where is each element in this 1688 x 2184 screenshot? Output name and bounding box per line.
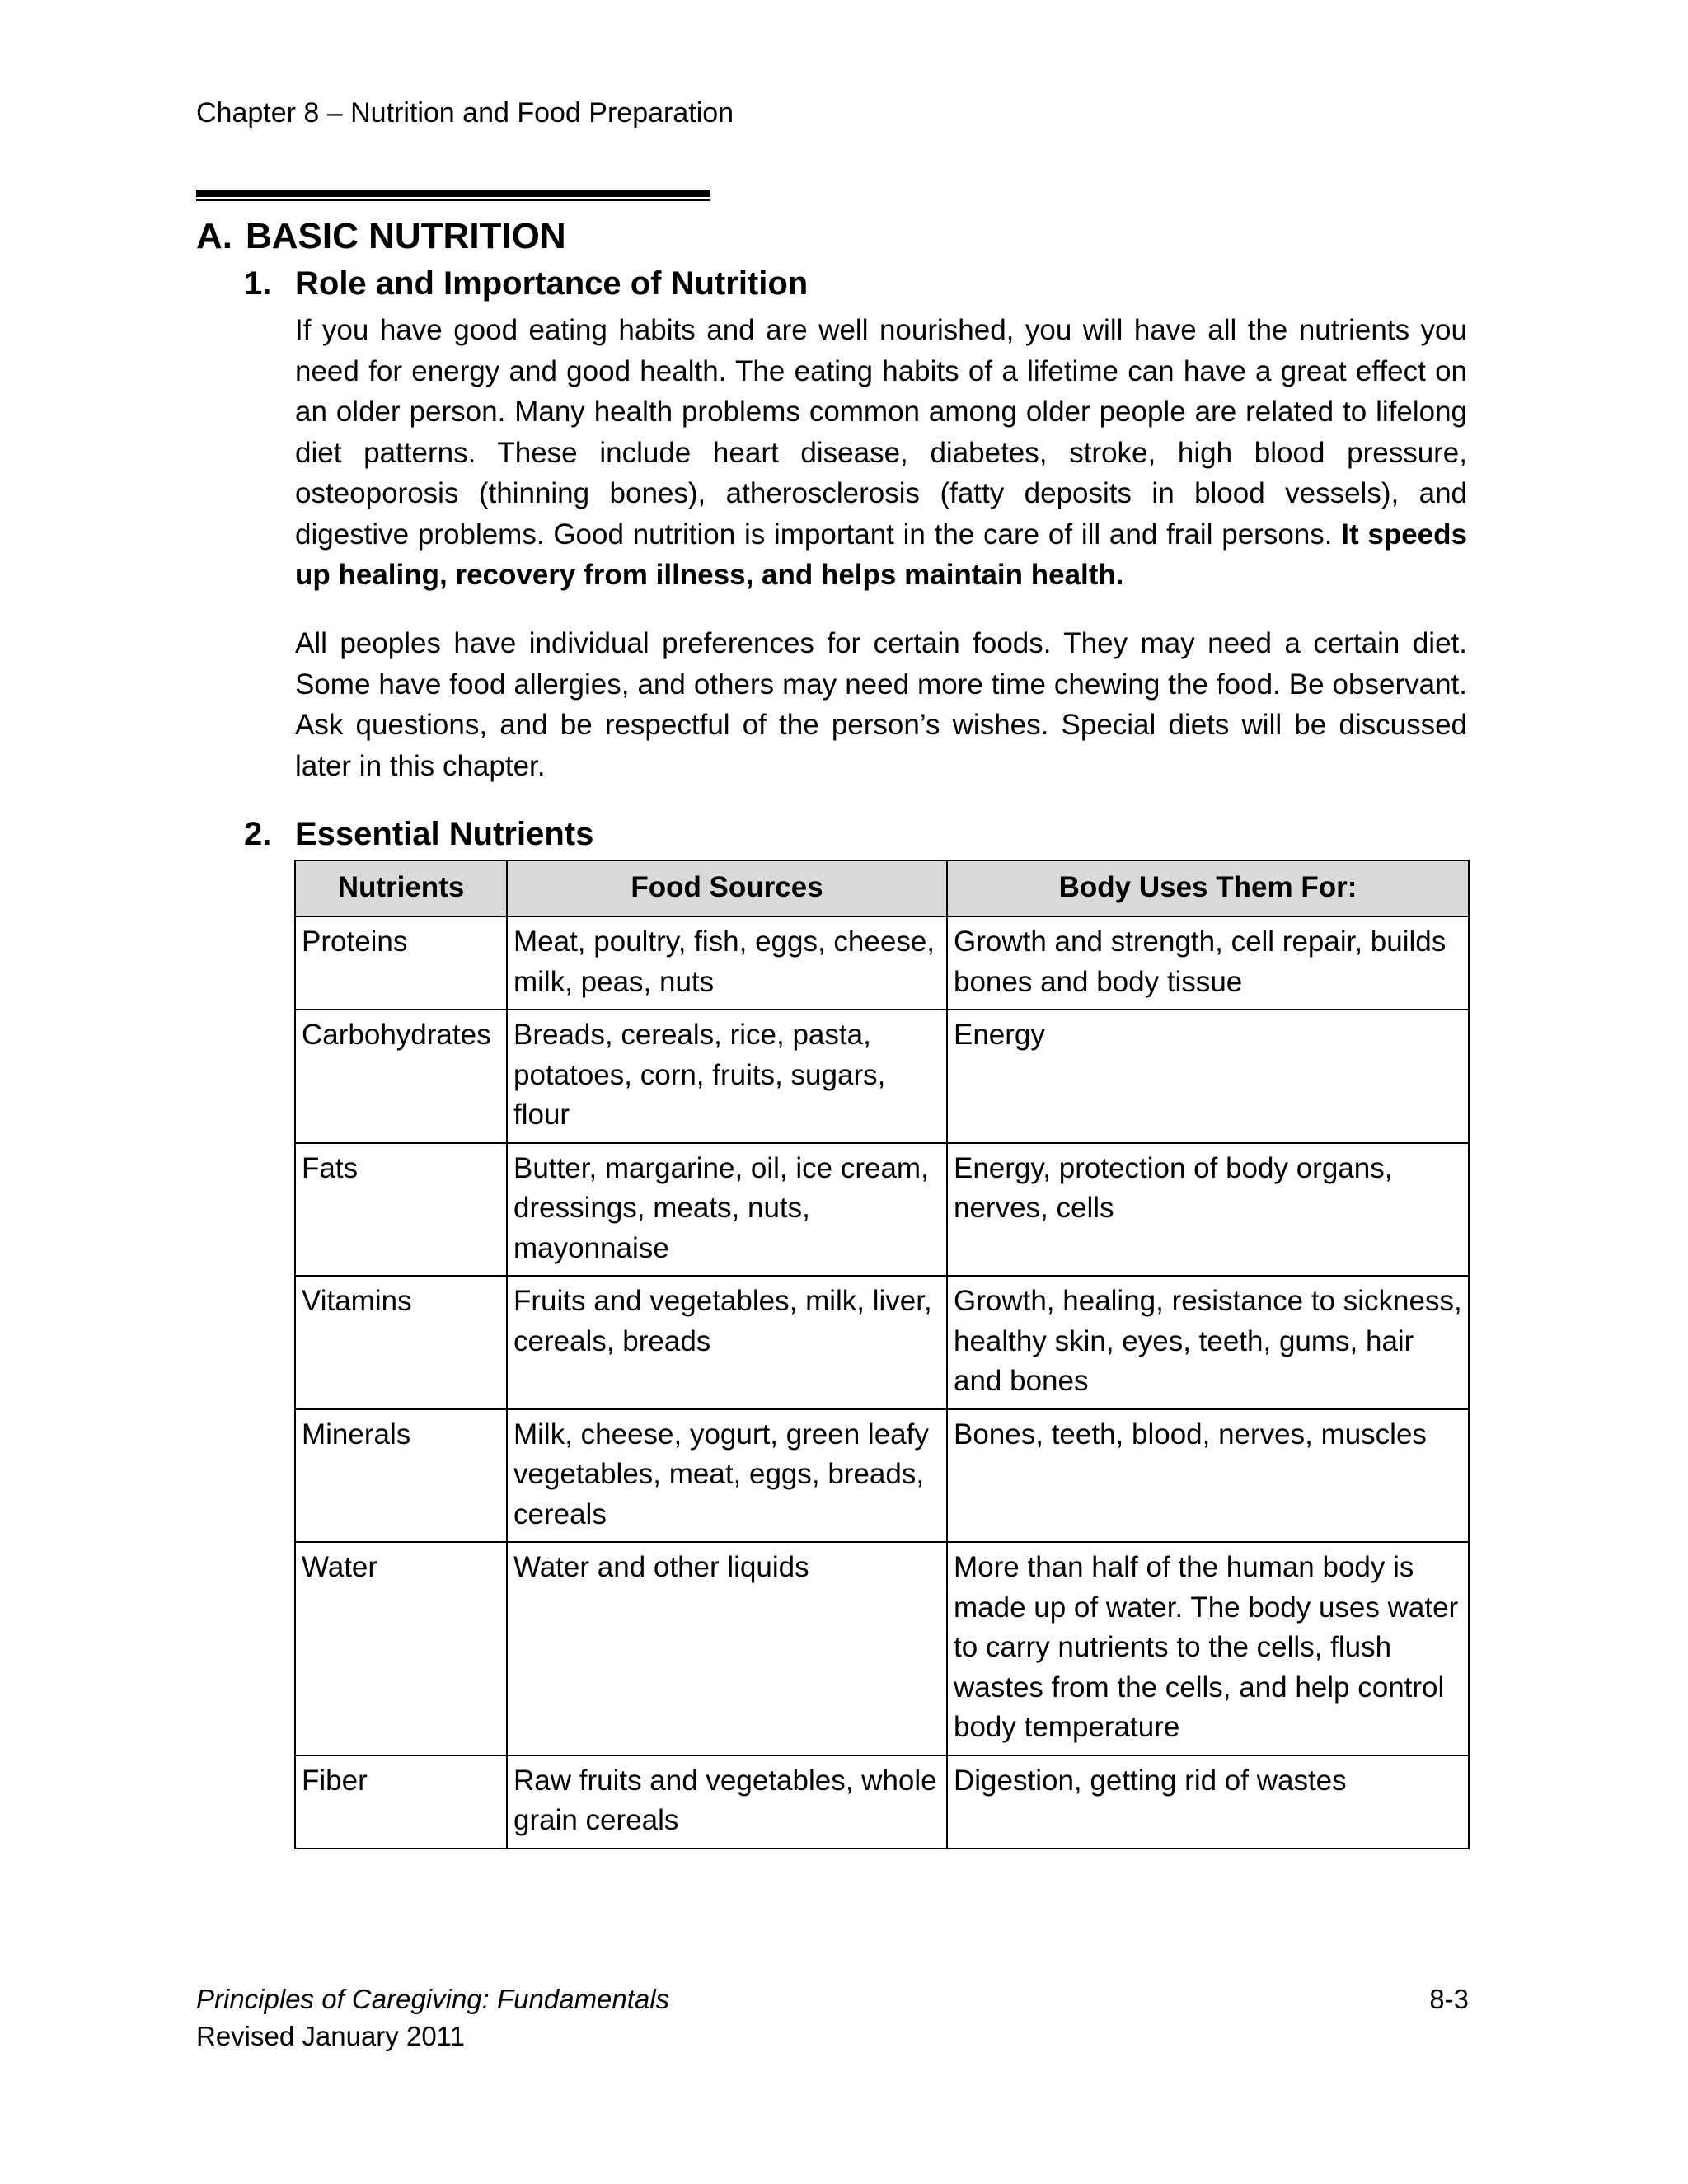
- subsection-title: Role and Importance of Nutrition: [295, 265, 809, 302]
- header-rule: [196, 190, 710, 201]
- section-title: BASIC NUTRITION: [246, 216, 566, 256]
- table-row: [295, 1409, 1469, 1543]
- footer-revision-date: Revised January 2011: [196, 2021, 465, 2051]
- subsection-title: Essential Nutrients: [295, 816, 594, 852]
- sources-cell: Breads, cereals, rice, pasta, potatoes, corn, fruits, sugars, flour: [507, 1010, 947, 1143]
- uses-cell: Energy: [947, 1010, 1469, 1143]
- table-row: [295, 1010, 1469, 1143]
- column-header-food-sources: Food Sources: [507, 860, 947, 916]
- section-heading: [196, 216, 566, 257]
- table-row: [295, 916, 1469, 1010]
- nutrient-cell: Vitamins: [295, 1276, 507, 1409]
- footer-book-title: Principles of Caregiving: Fundamentals: [196, 1984, 670, 2014]
- role-paragraph: [295, 310, 1467, 596]
- subsection-number: 2.: [244, 816, 272, 852]
- nutrient-cell: Carbohydrates: [295, 1010, 507, 1143]
- nutrient-cell: Water: [295, 1542, 507, 1755]
- sources-cell: Butter, margarine, oil, ice cream, dressings, meats, nuts, mayonnaise: [507, 1143, 947, 1277]
- table-row: [295, 1542, 1469, 1755]
- table-row: [295, 1143, 1469, 1277]
- running-header: Chapter 8 – Nutrition and Food Preparation: [196, 97, 734, 129]
- column-header-nutrients: Nutrients: [295, 860, 507, 916]
- uses-cell: Bones, teeth, blood, nerves, muscles: [947, 1409, 1469, 1543]
- role-paragraph-emphasis: It speeds up healing, recovery from illness, and helps maintain health.: [295, 518, 1467, 591]
- uses-cell: Energy, protection of body organs, nerves, cells: [947, 1143, 1469, 1277]
- subsection-heading-nutrients: [244, 816, 593, 853]
- sources-cell: Meat, poultry, fish, eggs, cheese, milk, peas, nuts: [507, 916, 947, 1010]
- nutrient-cell: Fiber: [295, 1755, 507, 1849]
- role-paragraph-text: If you have good eating habits and are well nourished, you will have all the nutrients you need for energy and good health. The eating habits of a lifetime can have a great effect on an older person. Many health problems common among older people are related to lifelong diet patterns. These include heart disease, diabetes, stroke, high blood pressure, osteoporosis (thinning bones), atherosclerosis (fatty deposits in blood vessels), and digestive problems. Good nutrition is important in the care of ill and frail persons.: [295, 314, 1467, 551]
- sources-cell: Milk, cheese, yogurt, green leafy vegetables, meat, eggs, breads, cereals: [507, 1409, 947, 1543]
- subsection-number: 1.: [244, 265, 272, 302]
- table-row: [295, 1755, 1469, 1849]
- uses-cell: More than half of the human body is made up of water. The body uses water to carry nutrients to the cells, flush wastes from the cells, and help control body temperature: [947, 1542, 1469, 1755]
- sources-cell: Raw fruits and vegetables, whole grain cereals: [507, 1755, 947, 1849]
- table-row: [295, 1276, 1469, 1409]
- footer-page-number: 8-3: [1429, 1984, 1469, 2014]
- sources-cell: Fruits and vegetables, milk, liver, cereals, breads: [507, 1276, 947, 1409]
- header-rule-thick: [196, 190, 710, 197]
- nutrient-cell: Fats: [295, 1143, 507, 1277]
- sources-cell: Water and other liquids: [507, 1542, 947, 1755]
- subsection-heading-role: [244, 265, 808, 302]
- section-number: A.: [196, 216, 232, 256]
- nutrient-cell: Minerals: [295, 1409, 507, 1543]
- nutrient-cell: Proteins: [295, 916, 507, 1010]
- preferences-paragraph: All peoples have individual preferences for certain foods. They may need a certain diet. Some have food allergies, and others may need more time chewing the food. Be observant. Ask questions, and be respectful of the person’s wishes. Special diets will be discussed later in this chapter.: [295, 627, 1467, 782]
- header-rule-thin: [196, 199, 710, 201]
- table-header-row: [295, 860, 1469, 916]
- column-header-body-uses: Body Uses Them For:: [947, 860, 1469, 916]
- uses-cell: Growth and strength, cell repair, builds bones and body tissue: [947, 916, 1469, 1010]
- uses-cell: Growth, healing, resistance to sickness, healthy skin, eyes, teeth, gums, hair and bones: [947, 1276, 1469, 1409]
- uses-cell: Digestion, getting rid of wastes: [947, 1755, 1469, 1849]
- essential-nutrients-table: [294, 860, 1470, 1849]
